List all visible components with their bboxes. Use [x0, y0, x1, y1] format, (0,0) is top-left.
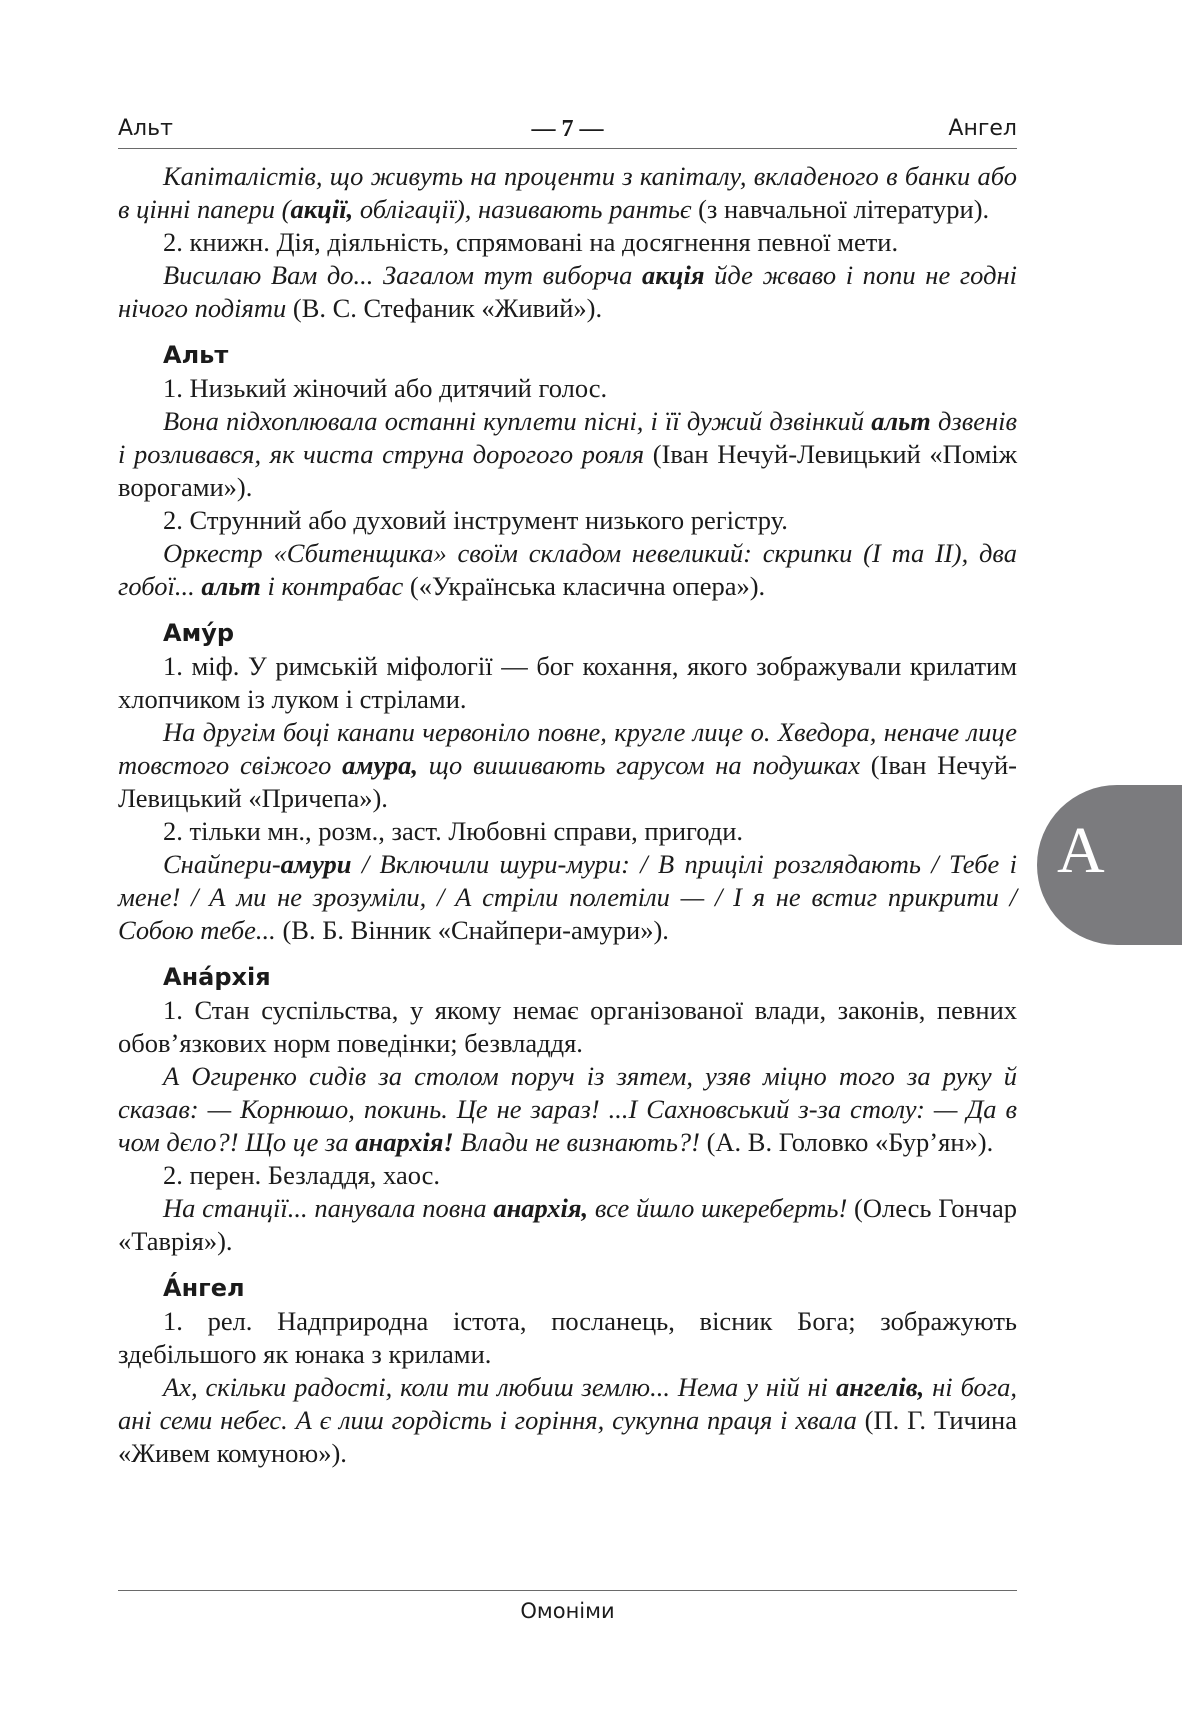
definition: 2. перен. Безладдя, хаос. — [163, 1160, 441, 1190]
headword-alt: Альт — [163, 341, 229, 369]
page-number: — 7 — — [531, 116, 604, 142]
example-text: Снайпери-амури / Включили шури-мури: / В прицілі розглядають / Тебе і мене! / А ми не зрозуміли, / А стріли полетіли — / І я не встиг прикрити / Собою тебе... (В. Б. Вінник «Снайпери-амури»). — [118, 849, 1017, 945]
running-footer: Омоніми — [118, 1590, 1017, 1623]
definition: 2. книжн. Дія, діяльність, спрямовані на досягнення певної мети. — [163, 227, 899, 257]
headword-anarkhia: Ана́рхія — [163, 963, 271, 991]
header-left-guideword: Альт — [118, 116, 173, 141]
definition: 1. Низький жіночий або дитячий голос. — [163, 373, 608, 403]
tab-letter: А — [1057, 814, 1105, 887]
example-text: Ах, скільки радості, коли ти любиш землю... Нема у ній ні ангелів, ні бога, ані семи небес. А є лиш гордість і горіння, сукупна праця і хвала (П. Г. Тичина «Живем комуною»). — [118, 1372, 1018, 1468]
example-text: На другім боці канапи червоніло повне, кругле лице о. Хведора, неначе лице товстого свіжого амура, що вишивають гарусом на подушках (Іван Нечуй-Левицький «Причепа»). — [118, 717, 1017, 813]
definition: 2. Струнний або духовий інструмент низького регістру. — [163, 505, 788, 535]
definition: 1. міф. У римській міфології — бог кохання, якого зображували крилатим хлопчиком із луком і стрілами. — [118, 651, 1017, 714]
example-text: Вона підхоплювала останні куплети пісні, і її дужий дзвінкий альт дзвенів і розливався, як чиста струна дорогого рояля (Іван Нечуй-Левицький «Поміж ворогами»). — [118, 406, 1018, 502]
headword-amur: Аму́р — [163, 619, 235, 647]
running-header — [118, 110, 1017, 149]
definition: 1. рел. Надприродна істота, посланець, вісник Бога; зображують здебільшого як юнака з крилами. — [118, 1306, 1017, 1369]
definition: 2. тільки мн., розм., заст. Любовні справи, пригоди. — [163, 816, 744, 846]
header-right-guideword: Ангел — [948, 116, 1017, 141]
example-text: Висилаю Вам до... Загалом тут виборча акція йде жваво і попи не годні нічого подіяти (В. С. Стефаник «Живий»). — [118, 260, 1017, 323]
definition: 1. Стан суспільства, у якому немає організованої влади, законів, певних обов’язкових норм поведінки; безвладдя. — [118, 995, 1017, 1058]
example-text: А Огиренко сидів за столом поруч із зятем, узяв міцно того за руку й сказав: — Корнюшо, покинь. Це не зараз! ...І Сахновський з-за столу: — Да в чом дєло?! Що це за анархія! Влади не визнають?! (А. В. Головко «Бур’ян»). — [118, 1061, 1017, 1157]
example-text: Оркестр «Сбитенщика» своїм складом невеликий: скрипки (І та ІІ), два гобої... альт і контрабас («Українська класична опера»). — [118, 538, 1017, 601]
alphabet-thumb-tab — [1037, 785, 1182, 945]
example-text: Капіталістів, що живуть на проценти з капіталу, вкладеного в банки або в цінні папери (акції, облігації), називають рантьє (з навчальної літератури). — [118, 161, 1017, 224]
headword-angel: А́нгел — [163, 1274, 245, 1302]
dictionary-body — [118, 160, 1017, 1470]
example-text: На станції... панувала повна анархія, все йшло шкереберть! (Олесь Гончар «Таврія»). — [118, 1193, 1018, 1256]
